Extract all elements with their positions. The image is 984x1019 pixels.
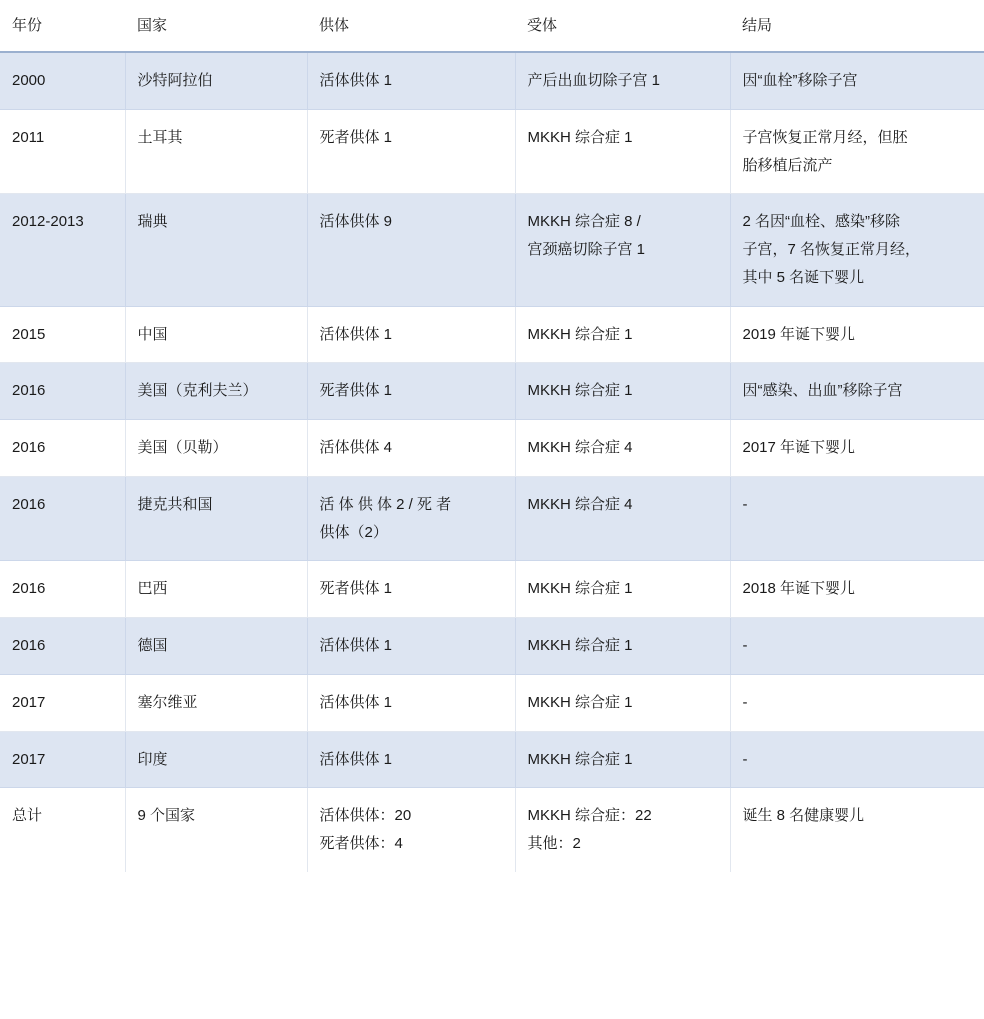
cell-donor [307,476,515,561]
cell-line: - [742,693,748,711]
cell-line: - [742,495,748,513]
table-header [0,0,984,52]
cell-line: 死者供体 1 [319,382,393,400]
cell-line: MKKH 综合症 1 [527,637,633,654]
cell-line: 活体供体 1 [319,750,393,768]
table-body [0,52,984,872]
cell-donor [307,306,515,363]
cell-line: 2016 [12,382,46,400]
cell-year [0,476,125,561]
table-row [0,561,984,618]
cell-line: 总计 [12,807,43,825]
table-row [0,476,984,561]
cell-line: 2016 [12,637,46,654]
cell-line: MKKH 综合症 4 [527,495,633,513]
cell-country [125,52,307,109]
table-total-row [0,788,984,872]
cell-line: 巴西 [137,580,168,598]
cell-recipient [515,306,730,363]
cell-donor [307,731,515,788]
table-row [0,674,984,731]
cell-line: 活体供体 4 [319,439,393,456]
cell-line: 2011 [12,128,45,146]
cell-outcome [730,363,984,420]
cell-outcome [730,674,984,731]
cell-line: 死者供体：4 [319,835,403,852]
cell-outcome [730,788,984,872]
cell-line: 胎移植后流产 [742,156,833,174]
cell-donor [307,788,515,872]
cell-line: 子宫恢复正常月经，但胚 [742,128,908,146]
cell-recipient [515,674,730,731]
cell-line: 子宫，7 名恢复正常月经， [742,241,921,258]
table-row [0,420,984,477]
cell-country [125,731,307,788]
cell-year [0,420,125,477]
cell-donor [307,618,515,675]
table-row [0,363,984,420]
cell-line: 2016 [12,580,46,598]
cell-recipient [515,194,730,306]
cell-line: 瑞典 [137,213,168,231]
cell-line: 死者供体 1 [319,580,393,598]
cell-line: MKKH 综合症 1 [527,128,633,146]
cell-outcome [730,306,984,363]
cell-outcome [730,52,984,109]
cell-year [0,788,125,872]
cell-line: 2016 [12,495,46,513]
cell-line: 供体（2） [319,523,388,541]
cell-country [125,109,307,194]
cell-outcome [730,476,984,561]
cell-donor [307,194,515,306]
cell-line: MKKH 综合症 1 [527,382,633,400]
column-header-year: 年份 [0,0,125,52]
cell-year [0,52,125,109]
cell-year [0,561,125,618]
cell-year [0,109,125,194]
column-header-recipient: 受体 [515,0,730,52]
cell-line: 活 体 供 体 2 / 死 者 [319,495,452,513]
cell-line: 其他：2 [527,835,581,852]
cell-line: 捷克共和国 [137,495,213,513]
column-header-country: 国家 [125,0,307,52]
cell-country [125,476,307,561]
cell-line: 产后出血切除子宫 1 [527,72,661,89]
cell-recipient [515,731,730,788]
cell-donor [307,674,515,731]
cell-outcome [730,109,984,194]
cell-line: 2017 [12,750,46,768]
cell-line: 塞尔维亚 [137,693,198,711]
cell-line: 2 名因“血栓、感染”移除 [742,213,901,231]
cell-year [0,194,125,306]
cell-line: MKKH 综合症 8 / [527,213,641,231]
cell-line: 2015 [12,325,46,343]
cell-line: 印度 [137,750,168,768]
cell-recipient [515,618,730,675]
cell-line: 活体供体 1 [319,325,393,343]
table-row [0,194,984,306]
cell-line: MKKH 综合症 1 [527,580,633,598]
cell-line: 因“血栓”移除子宫 [742,72,858,89]
cell-line: MKKH 综合症 1 [527,750,633,768]
cell-line: 沙特阿拉伯 [137,72,213,89]
cell-line: 2017 [12,693,46,711]
column-header-outcome: 结局 [730,0,984,52]
cell-recipient [515,476,730,561]
cell-line: 其中 5 名诞下婴儿 [742,268,865,286]
cell-country [125,306,307,363]
cell-recipient [515,788,730,872]
cell-line: MKKH 综合症 1 [527,325,633,343]
cell-line: MKKH 综合症 1 [527,693,633,711]
cell-line: 活体供体：20 [319,807,412,825]
table-row [0,109,984,194]
cell-line: 德国 [137,637,168,654]
table-row [0,731,984,788]
cell-line: 死者供体 1 [319,128,393,146]
table-header-row [0,0,984,52]
cell-outcome [730,194,984,306]
cell-recipient [515,363,730,420]
cell-country [125,618,307,675]
cell-country [125,674,307,731]
cell-line: 活体供体 9 [319,213,393,231]
cell-line: 2016 [12,439,46,456]
cell-donor [307,420,515,477]
cell-year [0,731,125,788]
cell-recipient [515,109,730,194]
cell-line: 美国（贝勒） [137,439,228,456]
cell-line: 土耳其 [137,128,183,146]
cell-line: 活体供体 1 [319,693,393,711]
cell-year [0,306,125,363]
cell-line: 2017 年诞下婴儿 [742,439,856,456]
cell-outcome [730,618,984,675]
cell-year [0,618,125,675]
cell-line: MKKH 综合症：22 [527,807,652,825]
column-header-donor: 供体 [307,0,515,52]
cell-line: 2012-2013 [12,213,84,231]
cell-line: 诞生 8 名健康婴儿 [742,807,865,825]
cell-recipient [515,561,730,618]
cell-year [0,363,125,420]
cell-country [125,363,307,420]
table-row [0,618,984,675]
cell-outcome [730,561,984,618]
cell-line: 2019 年诞下婴儿 [742,325,856,343]
cell-line: 2018 年诞下婴儿 [742,580,856,598]
cell-line: 因“感染、出血”移除子宫 [742,382,903,400]
cell-line: 活体供体 1 [319,637,393,654]
cell-outcome [730,731,984,788]
cell-donor [307,109,515,194]
cell-line: 2000 [12,72,46,89]
table-row [0,52,984,109]
cell-line: 9 个国家 [137,807,196,825]
cell-line: MKKH 综合症 4 [527,439,633,456]
cell-recipient [515,52,730,109]
cell-donor [307,561,515,618]
cell-donor [307,363,515,420]
cell-line: - [742,637,748,654]
cell-year [0,674,125,731]
cell-line: - [742,750,748,768]
cell-line: 活体供体 1 [319,72,393,89]
cell-donor [307,52,515,109]
cell-recipient [515,420,730,477]
cell-line: 中国 [137,325,168,343]
cell-country [125,194,307,306]
cell-country [125,420,307,477]
cell-line: 宫颈癌切除子宫 1 [527,241,646,258]
cell-country [125,561,307,618]
cell-outcome [730,420,984,477]
table-row [0,306,984,363]
cell-country [125,788,307,872]
cell-line: 美国（克利夫兰） [137,382,258,400]
